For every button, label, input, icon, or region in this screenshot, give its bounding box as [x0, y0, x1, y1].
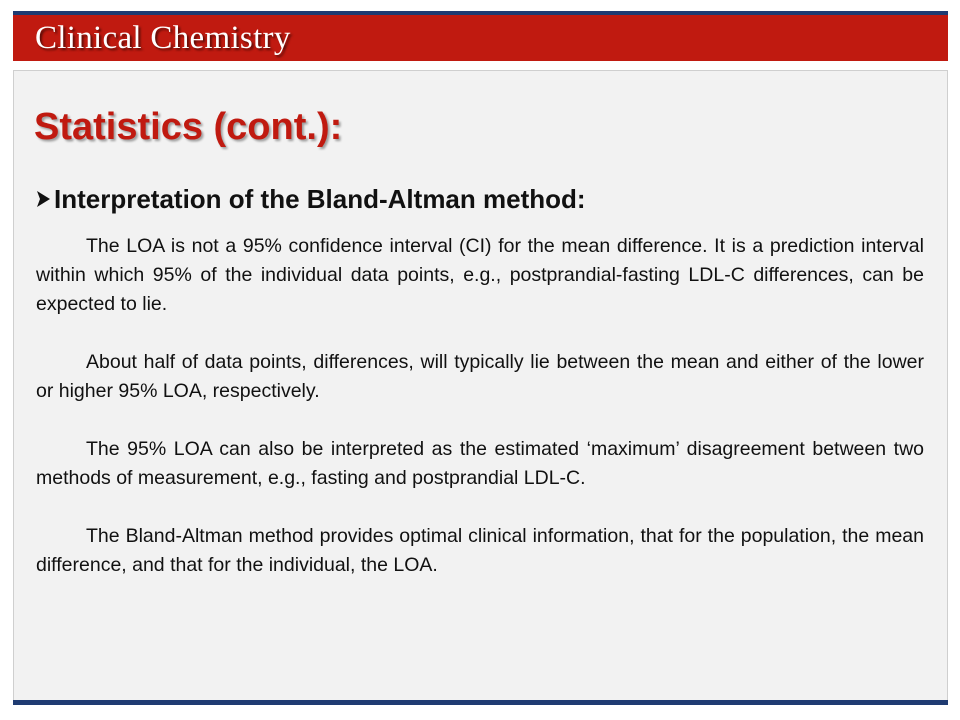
paragraph-half-data-points: About half of data points, differences, will typically lie between the mean and either of the lower or higher 95% LOA, respectively. [36, 351, 924, 402]
footer-rule [13, 700, 948, 705]
bullet-heading: Interpretation of the Bland-Altman method: [54, 184, 586, 214]
banner-title: Clinical Chemistry [35, 20, 291, 56]
slide-title: Statistics (cont.): [34, 106, 343, 148]
header-banner [13, 15, 948, 61]
paragraph-maximum-disagreement: The 95% LOA can also be interpreted as the estimated ‘maximum’ disagreement between two methods of measurement, e.g., fasting and postprandial LDL-C. [36, 438, 924, 489]
right-arrow-icon [36, 189, 52, 209]
paragraph-loa-definition: The LOA is not a 95% confidence interval (CI) for the mean difference. It is a prediction interval within which 95% of the individual data points, e.g., postprandial-fasting LDL-C differences, can be expected to lie. [36, 235, 924, 315]
paragraph-clinical-information: The Bland-Altman method provides optimal clinical information, that for the population, the mean difference, and that for the individual, the LOA. [36, 525, 924, 576]
bullet-row [36, 181, 586, 217]
body-text [36, 232, 924, 580]
